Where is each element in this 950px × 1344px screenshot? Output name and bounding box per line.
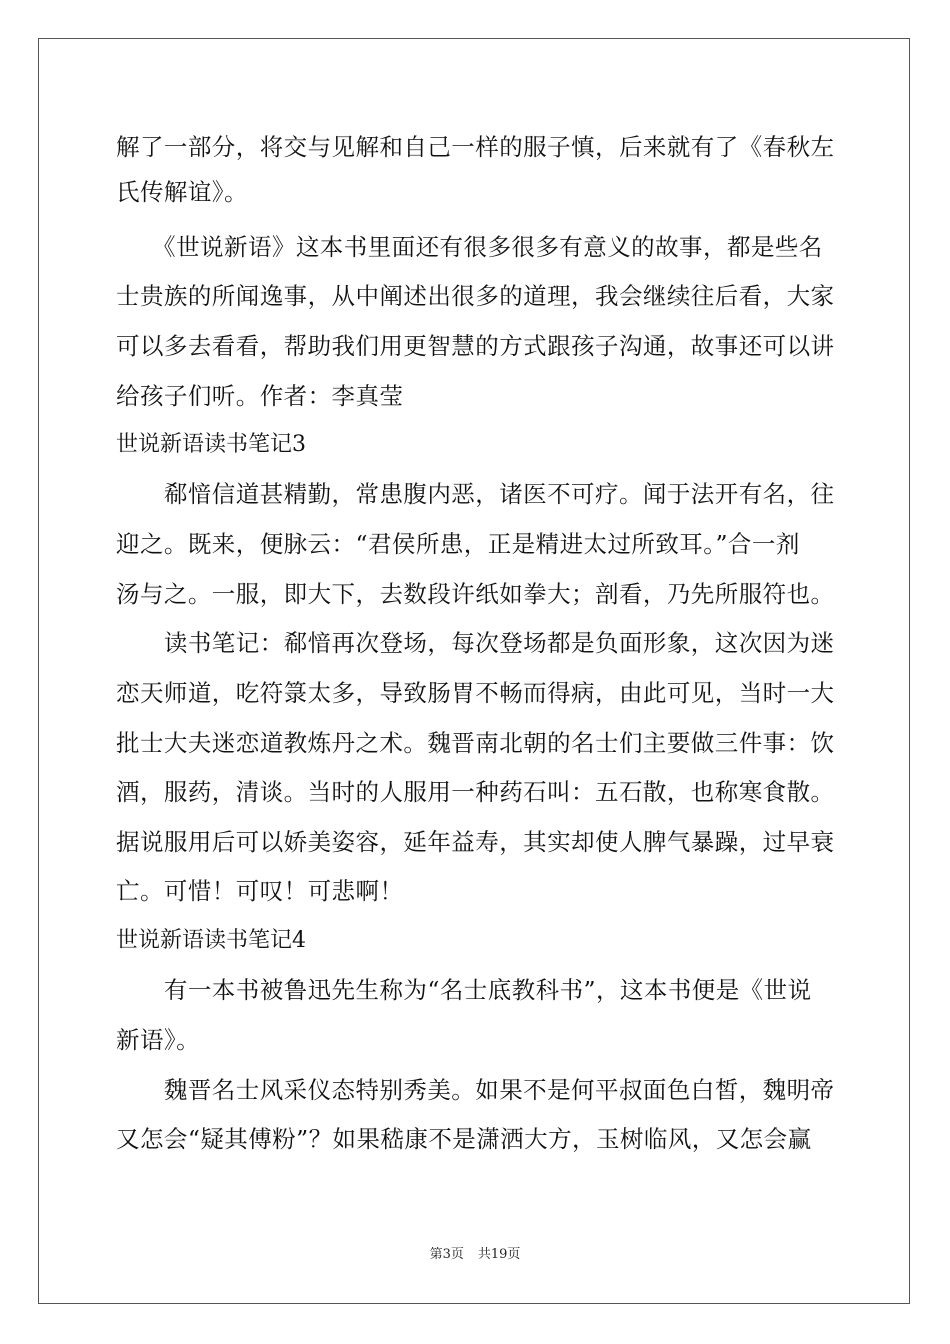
page-footer xyxy=(0,1246,950,1264)
text-line: 士贵族的所闻逸事，从中阐述出很多的道理，我会继续往后看，大家 xyxy=(116,282,835,310)
text-line: 批士大夫迷恋道教炼丹之术。魏晋南北朝的名士们主要做三件事：饮 xyxy=(116,729,835,757)
text-line: 迎之。既来，便脉云：“君侯所患，正是精进太过所致耳。”合一剂 xyxy=(116,530,800,558)
text-line: 汤与之。一服，即大下，去数段许纸如拳大；剖看，乃先所服符也。 xyxy=(116,580,835,608)
page-number: 第3页 xyxy=(429,1247,464,1262)
text-line: 读书笔记：郗愔再次登场，每次登场都是负面形象，这次因为迷 xyxy=(116,629,835,657)
text-line: 恋天师道，吃符箓太多，导致肠胃不畅而得病，由此可见，当时一大 xyxy=(116,679,835,707)
section-heading-4: 世说新语读书笔记4 xyxy=(116,928,306,953)
text-line: 解了一部分，将交与见解和自己一样的服子慎，后来就有了《春秋左 xyxy=(116,133,835,161)
text-line: 郗愔信道甚精勤，常患腹内恶，诸医不可疗。闻于法开有名，往 xyxy=(116,480,835,508)
text-line: 亡。可惜！可叹！可悲啊！ xyxy=(116,877,404,905)
text-line: 新语》。 xyxy=(116,1026,201,1054)
text-line: 氏传解谊》。 xyxy=(116,178,248,206)
text-line: 又怎会“疑其傅粉”？如果嵇康不是潇洒大方，玉树临风，又怎会赢 xyxy=(116,1125,812,1153)
text-line: 据说服用后可以娇美姿容，延年益寿，其实却使人脾气暴躁，过早衰 xyxy=(116,828,835,856)
text-line: 可以多去看看，帮助我们用更智慧的方式跟孩子沟通，故事还可以讲 xyxy=(116,332,835,360)
text-line: 魏晋名士风采仪态特别秀美。如果不是何平叔面色白皙，魏明帝 xyxy=(116,1076,835,1104)
page-total: 共19页 xyxy=(477,1247,521,1262)
text-line: 给孩子们听。作者：李真莹 xyxy=(116,382,404,410)
section-heading-3: 世说新语读书笔记3 xyxy=(116,432,306,457)
text-line: 《世说新语》这本书里面还有很多很多有意义的故事，都是些名 xyxy=(116,233,823,261)
text-line: 酒，服药，清谈。当时的人服用一种药石叫：五石散，也称寒食散。 xyxy=(116,778,835,806)
text-line: 有一本书被鲁迅先生称为“名士底教科书”，这本书便是《世说 xyxy=(116,976,812,1004)
